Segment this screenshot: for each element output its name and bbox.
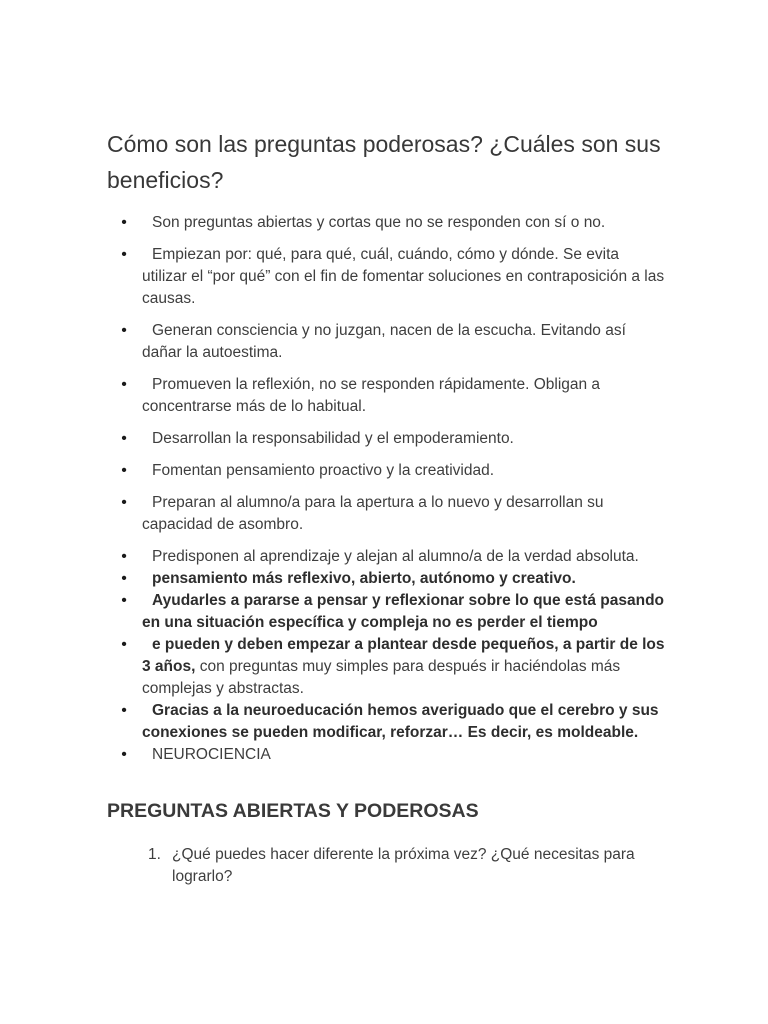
list-item (0, 700, 768, 744)
list-item-text: Fomentan pensamiento proactivo y la creatividad. (152, 462, 495, 479)
list-item-text: Son preguntas abiertas y cortas que no se responden con sí o no. (152, 214, 606, 231)
list-item (0, 546, 768, 568)
list-item-text: Preparan al alumno/a para la apertura a lo nuevo y desarrollan su capacidad de asombro. (142, 494, 604, 533)
bullet-icon: • (121, 746, 127, 763)
list-item (0, 212, 768, 234)
list-item (0, 428, 768, 450)
bullet-icon: • (121, 702, 127, 719)
list-item-text: Gracias a la neuroeducación hemos averiguado que el cerebro y sus conexiones se pueden modificar, reforzar… Es decir, es moldeable. (142, 702, 659, 741)
bullet-icon: • (121, 462, 127, 479)
bullet-icon: • (121, 214, 127, 231)
list-item-text: Ayudarles a pararse a pensar y reflexionar sobre lo que está pasando en una situación específica y compleja no es perder el tiempo (142, 592, 664, 631)
list-item (0, 590, 768, 634)
bullet-icon: • (121, 494, 127, 511)
list-item-text: Desarrollan la responsabilidad y el empoderamiento. (152, 430, 514, 447)
list-item (0, 460, 768, 482)
list-item (0, 568, 768, 590)
bullet-icon: • (121, 430, 127, 447)
list-item (0, 844, 768, 888)
list-item (0, 244, 768, 310)
list-number: 1. (148, 846, 161, 863)
benefits-bullet-list (0, 212, 768, 766)
bullet-icon: • (121, 570, 127, 587)
list-item (0, 320, 768, 364)
bullet-icon: • (121, 636, 127, 653)
list-item-text: Generan consciencia y no juzgan, nacen de la escucha. Evitando así dañar la autoestima. (142, 322, 626, 361)
list-item-text: Predisponen al aprendizaje y alejan al alumno/a de la verdad absoluta. (152, 548, 639, 565)
list-item-text: NEUROCIENCIA (152, 746, 271, 763)
list-item (0, 374, 768, 418)
list-item-text: ¿Qué puedes hacer diferente la próxima vez? ¿Qué necesitas para lograrlo? (172, 846, 635, 885)
document-title: Cómo son las preguntas poderosas? ¿Cuáles son sus beneficios? (107, 131, 661, 193)
bullet-icon: • (121, 548, 127, 565)
section-heading: PREGUNTAS ABIERTAS Y PODEROSAS (107, 800, 479, 822)
list-item-text: con preguntas muy simples para después ir haciéndolas más complejas y abstractas. (142, 658, 621, 697)
bullet-icon: • (121, 592, 127, 609)
list-item-text: Empiezan por: qué, para qué, cuál, cuándo, cómo y dónde. Se evita utilizar el “por qué” con el fin de fomentar soluciones en contraposición a las causas. (142, 246, 665, 307)
list-item-bold-text: e pueden y deben empezar a plantear desde pequeños, a partir de los 3 años, (142, 636, 665, 675)
list-item-text: pensamiento más reflexivo, abierto, autónomo y creativo. (152, 570, 576, 587)
bullet-icon: • (121, 376, 127, 393)
questions-numbered-list (0, 844, 768, 888)
list-item (0, 634, 768, 700)
list-item (0, 744, 768, 766)
list-item-text: Promueven la reflexión, no se responden rápidamente. Obligan a concentrarse más de lo habitual. (142, 376, 601, 415)
bullet-icon: • (121, 246, 127, 263)
bullet-icon: • (121, 322, 127, 339)
list-item (0, 492, 768, 536)
